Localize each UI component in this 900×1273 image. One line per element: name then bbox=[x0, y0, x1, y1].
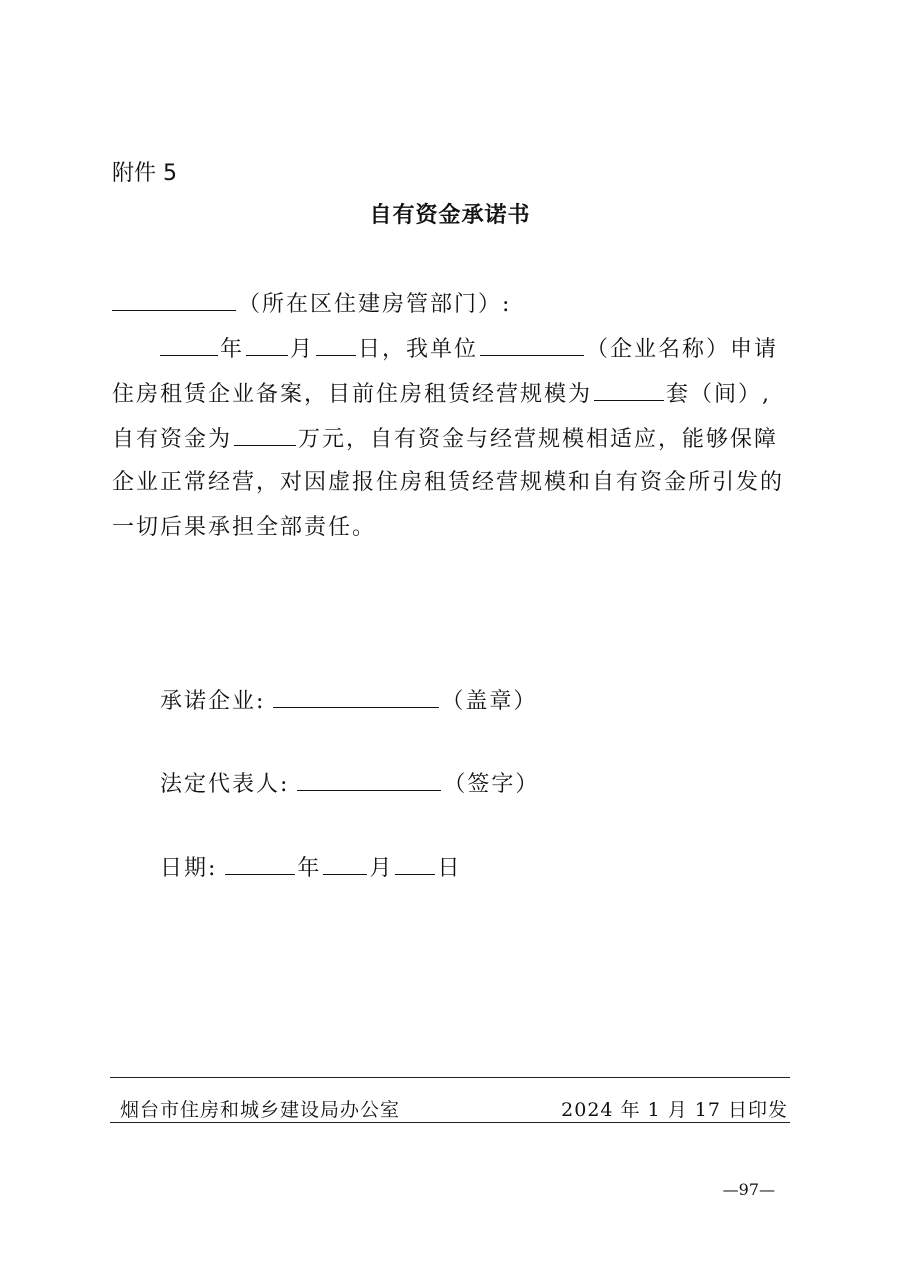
month-text: 月 bbox=[290, 337, 315, 362]
seal-note: （盖章） bbox=[441, 689, 538, 714]
date-label: 日期: bbox=[160, 856, 218, 881]
representative-signature-blank bbox=[297, 768, 441, 791]
paragraph-line-5: 一切后果承担全部责任。 bbox=[112, 515, 377, 540]
date-month-blank bbox=[323, 852, 367, 875]
signature-note: （签字） bbox=[443, 772, 540, 797]
date-year-text: 年 bbox=[297, 856, 322, 881]
paragraph-line-4: 企业正常经营，对因虚报住房租赁经营规模和自有资金所引发的 bbox=[112, 470, 785, 495]
scale-text: 住房租赁企业备案，目前住房租赁经营规模为 bbox=[112, 382, 593, 407]
issuing-office: 烟台市住房和城乡建设局办公室 bbox=[120, 1099, 401, 1121]
day-blank bbox=[316, 333, 356, 356]
document-title: 自有资金承诺书 bbox=[369, 203, 531, 228]
company-signature-blank bbox=[273, 685, 439, 708]
company-name-blank bbox=[480, 333, 584, 356]
paragraph-line-1 bbox=[158, 333, 778, 365]
date-year-blank bbox=[225, 852, 295, 875]
funds-text: 自有资金为 bbox=[112, 427, 233, 452]
year-blank bbox=[160, 333, 218, 356]
scale-blank bbox=[594, 378, 664, 401]
paragraph-line-2 bbox=[112, 378, 771, 410]
date-line bbox=[160, 852, 461, 884]
company-name-text: （企业名称）申请 bbox=[586, 337, 779, 362]
print-date: 2024 年 1 月 17 日印发 bbox=[561, 1099, 788, 1121]
addressee-line bbox=[110, 288, 511, 320]
date-day-text: 日 bbox=[437, 856, 462, 881]
company-signature-line bbox=[160, 685, 537, 717]
scale-unit: 套（间）, bbox=[666, 382, 772, 407]
representative-signature-line bbox=[160, 768, 539, 800]
funds-unit-text: 万元，自有资金与经营规模相适应，能够保障 bbox=[298, 427, 779, 452]
paragraph-line-3 bbox=[112, 423, 778, 455]
month-blank bbox=[246, 333, 288, 356]
representative-label: 法定代表人: bbox=[160, 772, 290, 797]
addressee-text: （所在区住建房管部门）: bbox=[238, 292, 512, 317]
funds-blank bbox=[234, 423, 296, 446]
day-text: 日，我单位 bbox=[358, 337, 479, 362]
page-number: —97— bbox=[722, 1180, 775, 1199]
year-text: 年 bbox=[220, 337, 245, 362]
date-day-blank bbox=[395, 852, 435, 875]
date-month-text: 月 bbox=[369, 856, 394, 881]
company-label: 承诺企业: bbox=[160, 689, 266, 714]
footer-top-rule bbox=[110, 1077, 790, 1078]
attachment-label: 附件 5 bbox=[112, 161, 177, 186]
footer-bottom-rule bbox=[110, 1122, 790, 1123]
department-blank bbox=[112, 288, 236, 311]
